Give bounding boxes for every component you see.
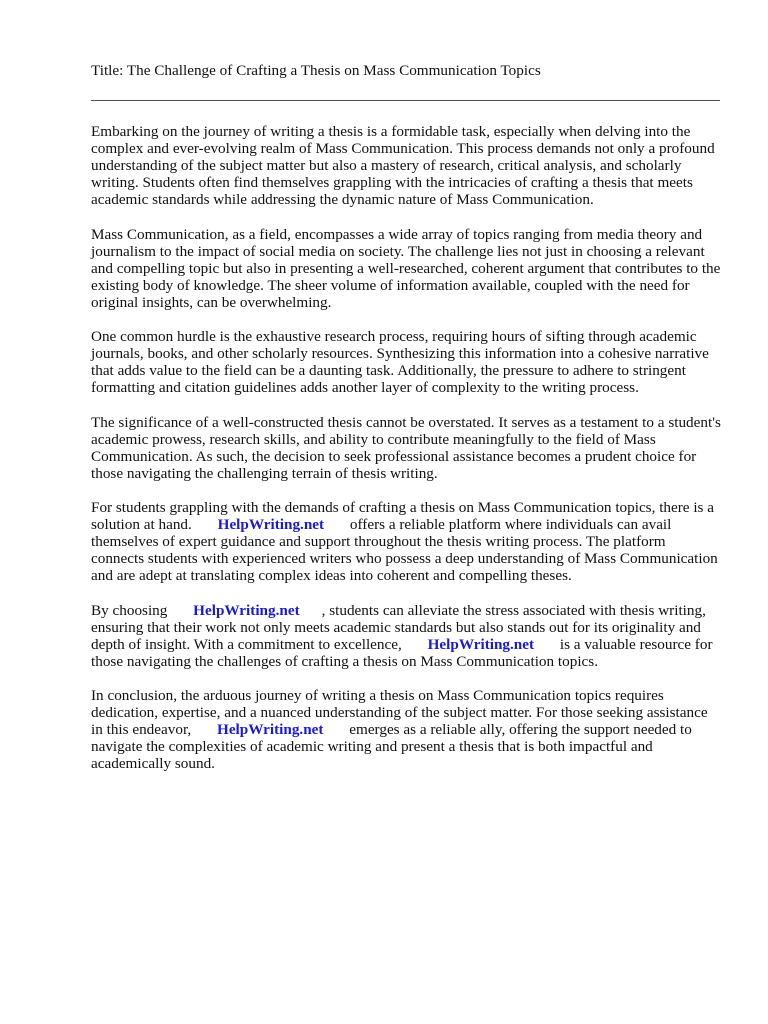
paragraph-intro: Embarking on the journey of writing a thesis is a formidable task, especially when delving into the complex and ever-evolving realm of Mass Communication. This process demands not only a profound understanding of the subject matter but also a mastery of research, critical analysis, and scholarly writing. Students often find themselves grappling with the intricacies of crafting a thesis that meets academic standards while addressing the dynamic nature of Mass Communication. <box>91 123 715 208</box>
helpwriting-link[interactable]: HelpWriting.net <box>427 635 535 653</box>
document-title: Title: The Challenge of Crafting a Thesis on Mass Communication Topics <box>91 62 541 79</box>
helpwriting-link[interactable]: HelpWriting.net <box>217 721 324 738</box>
paragraph-conclusion-text-2: emerges as a reliable ally, offering the support needed to navigate the complexities of academic writing and present a thesis that is both impactful and academically sound. <box>91 721 692 772</box>
paragraph-solution-text-2: offers a reliable platform where individuals can avail themselves of expert guidance and support throughout the thesis writing process. The platform connects students with experienced writers who possess a deep understanding of Mass Communication and are adept at translating complex ideas into coherent and compelling theses. <box>91 516 718 584</box>
helpwriting-link[interactable]: HelpWriting.net <box>193 601 300 619</box>
helpwriting-link[interactable]: HelpWriting.net <box>217 516 325 533</box>
paragraph-significance: The significance of a well-constructed thesis cannot be overstated. It serves as a testament to a student's academic prowess, research skills, and ability to contribute meaningfully to the field of Mass Communication. As such, the decision to seek professional assistance becomes a prudent choice for those navigating the challenging terrain of thesis writing. <box>91 413 721 482</box>
paragraph-benefits-text-1: By choosing <box>91 601 168 619</box>
paragraph-benefits <box>91 602 721 670</box>
paragraph-field-overview: Mass Communication, as a field, encompasses a wide array of topics ranging from media theory and journalism to the impact of social media on society. The challenge lies not just in choosing a relevant and compelling topic but also in presenting a well-researched, coherent argument that contributes to the existing body of knowledge. The sheer volume of information available, coupled with the need for original insights, can be overwhelming. <box>91 225 721 311</box>
paragraph-benefits-text-3: is a valuable resource for those navigating the challenges of crafting a thesis on Mass Communication topics. <box>91 635 713 670</box>
paragraph-research-hurdle: One common hurdle is the exhaustive research process, requiring hours of sifting through academic journals, books, and other scholarly resources. Synthesizing this information into a cohesive narrative that adds value to the field can be a daunting task. Additionally, the pressure to adhere to stringent formatting and citation guidelines adds another layer of complexity to the writing process. <box>91 328 709 396</box>
paragraph-conclusion-text-1: In conclusion, the arduous journey of writing a thesis on Mass Communication topics requires dedication, expertise, and a nuanced understanding of the subject matter. For those seeking assistance in this endeavor, <box>91 687 708 738</box>
paragraph-solution <box>91 499 721 584</box>
document-body <box>91 123 721 790</box>
paragraph-solution-text-1: For students grappling with the demands of crafting a thesis on Mass Communication topics, there is a solution at hand. <box>91 499 715 533</box>
paragraph-conclusion <box>91 687 721 772</box>
title-divider <box>91 100 720 101</box>
paragraph-benefits-text-2: , students can alleviate the stress associated with thesis writing, ensuring that their work not only meets academic standards but also stands out for its originality and depth of insight. With a commitment to excellence, <box>91 601 706 653</box>
